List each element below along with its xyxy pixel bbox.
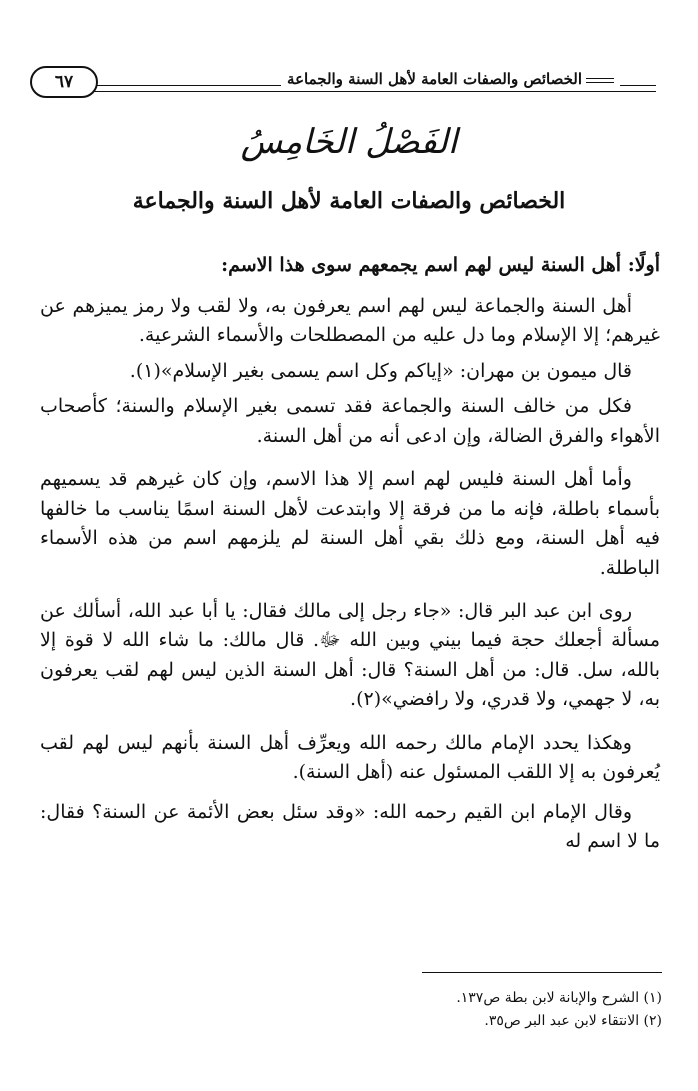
section-title: الخصائص والصفات العامة لأهل السنة والجماعة — [132, 188, 566, 214]
footnote: (٢) الانتقاء لابن عبد البر ص٣٥. — [484, 1013, 662, 1029]
paragraph: وهكذا يحدد الإمام مالك رحمه الله ويعرِّف أهل السنة بأنهم ليس لهم لقب يُعرفون به إلا اللقب المسئول عنه (أهل السنة). — [40, 731, 660, 784]
chapter-heading: الفَصْلُ الخَامِسُ — [240, 122, 458, 162]
page-header — [24, 62, 656, 102]
paragraph: وأما أهل السنة فليس لهم اسم إلا هذا الاسم، وإن كان غيرهم قد يسميهم بأسماء باطلة، فإنه ما من فرقة إلا وابتدعت لأهل السنة اسمًا يناسب ما خالفها فيه أهل السنة، ومع ذلك بقي أهل السنة لم يلزمهم اسم من هذه الأسماء الباطلة. — [40, 468, 660, 579]
footnote-separator — [422, 972, 662, 973]
page-number: ٦٧ — [30, 66, 98, 98]
paragraph: قال ميمون بن مهران: «إياكم وكل اسم يسمى بغير الإسلام»(١). — [129, 359, 632, 382]
paragraph: فكل من خالف السنة والجماعة فقد تسمى بغير الإسلام والسنة؛ كأصحاب الأهواء والفرق الضالة، وإن ادعى أنه من أهل السنة. — [40, 395, 660, 447]
footnote: (١) الشرح والإبانة لابن بطة ص١٣٧. — [456, 990, 662, 1006]
header-rule — [84, 91, 656, 92]
paragraph: روى ابن عبد البر قال: «جاء رجل إلى مالك فقال: يا أبا عبد الله، أسألك عن مسألة أجعلك حجة فيما بيني وبين الله ﷻ. قال مالك: ما شاء الله لا قوة إلا بالله، سل. قال: من أهل السنة؟ قال: أهل السنة الذين ليس لهم لقب يعرفون به، لا جهمي، ولا قدري، ولا رافضي»(٢). — [40, 599, 660, 711]
body-text — [40, 292, 660, 856]
paragraph: أهل السنة والجماعة ليس لهم اسم يعرفون به، ولا لقب ولا رمز يميزهم عن غيرهم؛ إلا الإسلام وما دل عليه من المصطلحات والأسماء الشرعية. — [40, 295, 660, 347]
running-title — [281, 70, 620, 88]
running-title-text: الخصائص والصفات العامة لأهل السنة والجماعة — [287, 70, 582, 88]
subheading: أولًا: أهل السنة ليس لهم اسم يجمعهم سوى هذا الاسم: — [221, 254, 660, 276]
header-ornament — [586, 78, 614, 83]
paragraph: وقال الإمام ابن القيم رحمه الله: «وقد سئل بعض الأئمة عن السنة؟ فقال: ما لا اسم له — [40, 800, 660, 852]
